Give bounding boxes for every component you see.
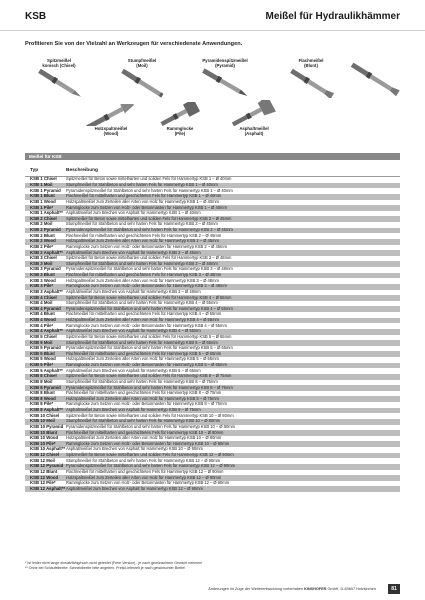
row-description: Holzspaltmeißel zum Zerteilen aller Arten von Holz für Hammertyp KSB 2 – Ø 45mm	[66, 238, 219, 244]
row-type: KSB 12 Wood	[30, 474, 59, 480]
row-type: KSB 3 Wood	[30, 277, 56, 283]
row-description: Rammglocke zum Setzen von Holz- oder Betonmasten für Hammertyp KSB 10 – Ø 80mm	[66, 440, 230, 446]
row-type: KSB 8 Wood	[30, 395, 56, 401]
page-header	[0, 0, 425, 31]
row-description: Stumpfmeißel für Stahlbeton und sehr harten Fels für Hammertyp KSB 10 – Ø 80mm	[66, 418, 221, 424]
row-description: Pyramidenspitzmeißel für Stahlbeton und sehr harten Fels für Hammertyp KSB 1 – Ø 40mm	[66, 187, 233, 193]
row-description: Stumpfmeißel für Stahlbeton und sehr harten Fels für Hammertyp KSB 2 – Ø 45mm	[66, 221, 218, 227]
row-type: KSB 12 Pile*	[30, 480, 56, 486]
tool-label: Flachmeißel (Blunt)	[298, 58, 324, 69]
row-description: Spitzmeißel für Beton sowie mittelharten und soliden Fels für Hammertyp KSB 8 – Ø 75mm	[66, 373, 232, 379]
row-type: KSB 3 Pyramid	[30, 266, 61, 272]
row-type: KSB 5 Asphalt**	[30, 367, 63, 373]
row-type: KSB 10 Pile*	[30, 440, 56, 446]
tool-label: Holzspaltmeißel (Wood)	[94, 126, 128, 137]
row-type: KSB 1 Blunt	[30, 193, 55, 199]
row-description: Stumpfmeißel für Stahlbeton und sehr harten Fels für Hammertyp KSB 12 – Ø 90mm	[66, 457, 221, 463]
row-type: KSB 3 Asphalt**	[30, 288, 63, 294]
row-description: Spitzmeißel für Beton sowie mittelharten und soliden Fels für Hammertyp KSB 1 – Ø 40mm	[66, 176, 232, 182]
row-description: Rammglocke zum Setzen von Holz- oder Betonmasten für Hammertyp KSB 4 – Ø 55mm	[66, 322, 227, 328]
tool-label: Spitzmeißel konisch (Chisel)	[42, 58, 76, 69]
row-description: Pyramidenspitzmeißel für Stahlbeton und sehr harten Fels für Hammertyp KSB 4 – Ø 55mm	[66, 305, 233, 311]
row-description: Rammglocke zum Setzen von Holz- oder Betonmasten für Hammertyp KSB 2 – Ø 45mm	[66, 243, 227, 249]
row-description: Rammglocke zum Setzen von Holz- oder Betonmasten für Hammertyp KSB 1 – Ø 40mm	[66, 204, 227, 210]
column-header-description: Beschreibung	[66, 168, 98, 173]
row-description: Pyramidenspitzmeißel für Stahlbeton und sehr harten Fels für Hammertyp KSB 12 – Ø 90mm	[66, 463, 236, 469]
row-description: Rammglocke zum Setzen von Holz- oder Betonmasten für Hammertyp KSB 3 – Ø 48mm	[66, 283, 227, 289]
row-description: Rammglocke zum Setzen von Holz- oder Betonmasten für Hammertyp KSB 12 – Ø 90mm	[66, 480, 230, 486]
tool-wood-splitter	[76, 104, 146, 136]
row-type: KSB 12 Asphalt**	[30, 485, 66, 491]
wood-splitter-icon	[76, 104, 146, 126]
row-type: KSB 5 Wood	[30, 356, 56, 362]
tool-flat-chisel	[282, 58, 340, 98]
row-description: Spitzmeißel für Beton sowie mittelharten und soliden Fels für Hammertyp KSB 12 – Ø 90mm	[66, 452, 234, 458]
row-description: Flachmeißel für mittelharten und geschichteten Fels für Hammertyp KSB 4 – Ø 55mm	[66, 311, 222, 317]
pointed-chisel-icon	[30, 68, 88, 98]
row-type: KSB 8 Moil	[30, 378, 53, 384]
row-type: KSB 4 Pyramid	[30, 305, 61, 311]
row-type: KSB 4 Chisel	[30, 294, 57, 300]
row-description: Spitzmeißel für Beton sowie mittelharten und soliden Fels für Hammertyp KSB 5 – Ø 65mm	[66, 333, 232, 339]
row-description: Flachmeißel für mittelharten und geschichteten Fels für Hammertyp KSB 3 – Ø 48mm	[66, 272, 222, 278]
row-type: KSB 2 Pile*	[30, 243, 54, 249]
row-type: KSB 10 Asphalt**	[30, 446, 66, 452]
pile-bell-icon	[155, 102, 205, 126]
row-description: Flachmeißel für mittelharten und geschichteten Fels für Hammertyp KSB 8 – Ø 75mm	[66, 390, 222, 396]
row-type: KSB 3 Chisel	[30, 255, 57, 261]
footnote: ** Ohne bei Schaufelbreite: Schneidbreite bitte angeben. Preis/Lieferzeit je nach gewünschter Breite!	[25, 565, 186, 570]
tool-flat-chisel-extra	[340, 58, 410, 100]
row-description: Spitzmeißel für Beton sowie mittelharten und soliden Fels für Hammertyp KSB 2 – Ø 45mm	[66, 215, 232, 221]
row-description: Pyramidenspitzmeißel für Stahlbeton und sehr harten Fels für Hammertyp KSB 2 – Ø 45mm	[66, 227, 233, 233]
row-type: KSB 3 Moil	[30, 260, 53, 266]
tool-label: Pyramidenspitzmeißel (Pyramid)	[202, 58, 248, 69]
flat-chisel-icon	[282, 68, 340, 98]
company-address: GmbH, D-83607 Holzkirchen	[327, 587, 376, 591]
row-type: KSB 4 Moil	[30, 300, 53, 306]
row-type: KSB 12 Pyramid	[30, 463, 64, 469]
row-description: Rammglocke zum Setzen von Holz- oder Betonmasten für Hammertyp KSB 8 – Ø 75mm	[66, 401, 227, 407]
row-type: KSB 5 Pile*	[30, 362, 54, 368]
tool-pointed-chisel	[30, 58, 88, 98]
row-type: KSB 4 Blunt	[30, 311, 55, 317]
row-description: Stumpfmeißel für Stahlbeton und sehr harten Fels für Hammertyp KSB 8 – Ø 75mm	[66, 378, 218, 384]
row-type: KSB 8 Pyramid	[30, 384, 61, 390]
row-description: Stumpfmeißel für Stahlbeton und sehr harten Fels für Hammertyp KSB 4 – Ø 55mm	[66, 300, 218, 306]
row-description: Asphaltmeißel zum Brechen von Asphalt für Hammertyp KSB 8 – Ø 75mm	[66, 407, 201, 413]
row-description: Asphaltmeißel zum Brechen von Asphalt für Hammertyp KSB 2 – Ø 45mm	[66, 249, 201, 255]
brand-name: KINSHOFER	[304, 587, 327, 591]
row-type: KSB 4 Pile*	[30, 322, 54, 328]
row-description: Stumpfmeißel für Stahlbeton und sehr harten Fels für Hammertyp KSB 5 – Ø 65mm	[66, 339, 218, 345]
tool-pile-bell	[155, 102, 205, 136]
row-description: Holzspaltmeißel zum Zerteilen aller Arten von Holz für Hammertyp KSB 10 – Ø 80mm	[66, 435, 222, 441]
row-description: Holzspaltmeißel zum Zerteilen aller Arten von Holz für Hammertyp KSB 4 – Ø 55mm	[66, 317, 219, 323]
row-description: Stumpfmeißel für Stahlbeton und sehr harten Fels für Hammertyp KSB 3 – Ø 48mm	[66, 260, 218, 266]
blunt-moil-icon	[113, 68, 171, 98]
row-type: KSB 2 Wood	[30, 238, 56, 244]
bottom-disclaimer: Änderungen im Zuge der Weiterentwicklung vorbehalten	[208, 587, 303, 591]
bottom-line	[25, 587, 400, 591]
row-type: KSB 8 Chisel	[30, 373, 57, 379]
row-description: Asphaltmeißel zum Brechen von Asphalt für Hammertyp KSB 12 – Ø 90mm	[66, 485, 203, 491]
row-type: KSB 2 Moil	[30, 221, 53, 227]
row-description: Asphaltmeißel zum Brechen von Asphalt für Hammertyp KSB 1 – Ø 40mm	[66, 210, 201, 216]
row-type: KSB 1 Chisel	[30, 176, 57, 182]
chisel-table	[25, 177, 400, 492]
row-type: KSB 1 Pyramid	[30, 187, 61, 193]
column-header-type: Typ	[30, 168, 39, 173]
row-description: Stumpfmeißel für Stahlbeton und sehr harten Fels für Hammertyp KSB 1 – Ø 40mm	[66, 182, 218, 188]
tool-asphalt-cutter	[226, 100, 282, 136]
row-type: KSB 5 Moil	[30, 339, 53, 345]
row-description: Asphaltmeißel zum Brechen von Asphalt für Hammertyp KSB 10 – Ø 80mm	[66, 446, 203, 452]
flat-chisel-icon	[340, 58, 410, 100]
header-left-title: KSB	[25, 11, 47, 22]
row-description: Asphaltmeißel zum Brechen von Asphalt für Hammertyp KSB 5 – Ø 65mm	[66, 367, 201, 373]
row-type: KSB 2 Asphalt**	[30, 249, 63, 255]
row-description: Asphaltmeißel zum Brechen von Asphalt für Hammertyp KSB 3 – Ø 48mm	[66, 288, 201, 294]
row-description: Flachmeißel für mittelharten und geschichteten Fels für Hammertyp KSB 1 – Ø 40mm	[66, 193, 222, 199]
row-type: KSB 4 Wood	[30, 317, 56, 323]
row-type: KSB 5 Pyramid	[30, 345, 61, 351]
row-type: KSB 2 Chisel	[30, 215, 57, 221]
row-type: KSB 4 Asphalt**	[30, 328, 63, 334]
row-type: KSB 10 Pyramid	[30, 423, 64, 429]
row-description: Pyramidenspitzmeißel für Stahlbeton und sehr harten Fels für Hammertyp KSB 5 – Ø 65mm	[66, 345, 233, 351]
row-description: Flachmeißel für mittelharten und geschichteten Fels für Hammertyp KSB 2 – Ø 45mm	[66, 232, 222, 238]
row-type: KSB 1 Asphalt**	[30, 210, 63, 216]
row-type: KSB 3 Pile*	[30, 283, 54, 289]
row-type: KSB 10 Wood	[30, 435, 59, 441]
row-type: KSB 3 Blunt	[30, 272, 55, 278]
row-type: KSB 12 Blunt	[30, 468, 58, 474]
tool-label: Asphaltmeißel (Asphalt)	[239, 126, 269, 137]
row-description: Holzspaltmeißel zum Zerteilen aller Arten von Holz für Hammertyp KSB 1 – Ø 40mm	[66, 198, 219, 204]
row-type: KSB 2 Pyramid	[30, 227, 61, 233]
section-title: Meißel für KSB	[29, 153, 62, 159]
row-description: Rammglocke zum Setzen von Holz- oder Betonmasten für Hammertyp KSB 5 – Ø 65mm	[66, 362, 227, 368]
row-type: KSB 10 Blunt	[30, 429, 58, 435]
row-type: KSB 1 Moil	[30, 182, 53, 188]
tool-pyramid-chisel	[192, 58, 258, 98]
footnote: * Ist leider nicht lange einsatzfähig/noch nicht getestet (Freie Version) - je nach gewünschtem Gewicht nehmen!	[25, 561, 203, 565]
tool-label: Rammglocke (Pile)	[166, 126, 194, 137]
row-description: Holzspaltmeißel zum Zerteilen aller Arten von Holz für Hammertyp KSB 5 – Ø 65mm	[66, 356, 219, 362]
row-description: Holzspaltmeißel zum Zerteilen aller Arten von Holz für Hammertyp KSB 12 – Ø 90mm	[66, 474, 222, 480]
pyramid-chisel-icon	[192, 68, 258, 98]
row-description: Pyramidenspitzmeißel für Stahlbeton und sehr harten Fels für Hammertyp KSB 8 – Ø 75mm	[66, 384, 233, 390]
page-subtitle: Profitieren Sie von der Vielzahl an Werkzeugen für verschiedenste Anwendungen.	[25, 41, 243, 47]
row-description: Spitzmeißel für Beton sowie mittelharten und soliden Fels für Hammertyp KSB 3 – Ø 48mm	[66, 255, 232, 261]
page-number: 81	[388, 584, 400, 594]
row-type: KSB 8 Pile*	[30, 401, 54, 407]
row-description: Flachmeißel für mittelharten und geschichteten Fels für Hammertyp KSB 12 – Ø 90mm	[66, 468, 224, 474]
row-type: KSB 2 Blunt	[30, 232, 55, 238]
tool-label: Stumpfmeißel (Moil)	[127, 58, 157, 69]
row-type: KSB 8 Asphalt**	[30, 407, 63, 413]
row-type: KSB 10 Chisel	[30, 412, 60, 418]
row-type: KSB 12 Chisel	[30, 452, 60, 458]
row-description: Spitzmeißel für Beton sowie mittelharten und soliden Fels für Hammertyp KSB 4 – Ø 55mm	[66, 294, 232, 300]
tool-blunt-moil	[113, 58, 171, 98]
row-type: KSB 5 Blunt	[30, 350, 55, 356]
footnotes	[25, 561, 202, 570]
row-type: KSB 1 Pile*	[30, 204, 54, 210]
row-description: Pyramidenspitzmeißel für Stahlbeton und sehr harten Fels für Hammertyp KSB 3 – Ø 48mm	[66, 266, 233, 272]
row-description: Spitzmeißel für Beton sowie mittelharten und soliden Fels für Hammertyp KSB 10 – Ø 80mm	[66, 412, 234, 418]
table-row	[25, 486, 400, 492]
row-description: Flachmeißel für mittelharten und geschichteten Fels für Hammertyp KSB 5 – Ø 65mm	[66, 350, 222, 356]
row-description: Pyramidenspitzmeißel für Stahlbeton und sehr harten Fels für Hammertyp KSB 10 – Ø 80mm	[66, 423, 236, 429]
row-description: Holzspaltmeißel zum Zerteilen aller Arten von Holz für Hammertyp KSB 8 – Ø 75mm	[66, 395, 219, 401]
row-type: KSB 10 Moil	[30, 418, 55, 424]
header-right-title: Meißel für Hydraulikhämmer	[265, 11, 400, 22]
row-type: KSB 8 Blunt	[30, 390, 55, 396]
row-description: Asphaltmeißel zum Brechen von Asphalt für Hammertyp KSB 4 – Ø 55mm	[66, 328, 201, 334]
row-description: Holzspaltmeißel zum Zerteilen aller Arten von Holz für Hammertyp KSB 3 – Ø 48mm	[66, 277, 219, 283]
section-title-bar	[25, 153, 400, 160]
row-type: KSB 1 Wood	[30, 198, 56, 204]
row-description: Flachmeißel für mittelharten und geschichteten Fels für Hammertyp KSB 10 – Ø 80mm	[66, 429, 224, 435]
row-type: KSB 5 Chisel	[30, 333, 57, 339]
table-header	[25, 165, 400, 177]
asphalt-cutter-icon	[226, 100, 282, 126]
row-type: KSB 12 Moil	[30, 457, 55, 463]
